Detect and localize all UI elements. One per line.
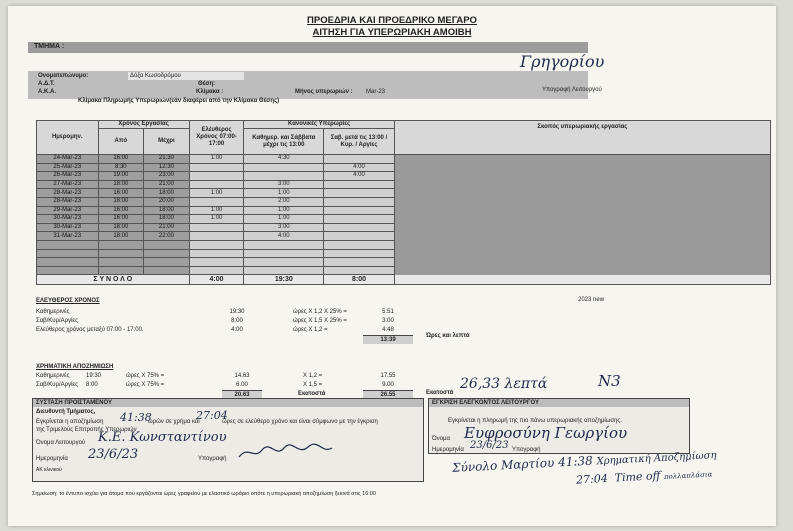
form-title: ΠΡΟΕΔΡΙΑ ΚΑΙ ΠΡΟΕΔΡΙΚΟ ΜΕΓΑΡΟ: [307, 15, 477, 26]
cell-to: 22:00: [144, 232, 190, 241]
cell-weekday: 1:00: [244, 189, 324, 198]
supervisor-date-label: Ημερομηνία: [36, 456, 68, 462]
cell-free-time: [189, 223, 244, 232]
handwritten-note-line2: 27:04 Time off πολλαπλάσια: [575, 469, 713, 487]
cell-weekday: [244, 163, 324, 172]
table-row: [37, 163, 771, 172]
supervisor-subheading: Διευθυντή Τμήματος,: [36, 409, 96, 415]
cell-from: [98, 249, 144, 258]
cell-date: [37, 240, 99, 249]
cell-date: 28-Mar-23: [37, 197, 99, 206]
handwritten-note-line1: Σύνολο Μαρτίου 41:38 Χρηματική Αποζημίωση: [451, 450, 717, 475]
cell-free-time: [189, 172, 244, 181]
table-row: [37, 197, 771, 206]
cell-date: 31-Mar-23: [37, 232, 99, 241]
handwritten-mark: N3: [598, 372, 621, 390]
free-time-total: 13:39: [363, 335, 413, 344]
cell-weekend: [324, 258, 395, 267]
cell-from: [98, 258, 144, 267]
cell-date: 24-Mar-23: [37, 155, 99, 164]
cell-from: [98, 266, 144, 275]
handwritten-supervisor-date: 23/6/23: [88, 447, 139, 462]
cell-from: 16:00: [98, 155, 144, 164]
cell-date: [37, 258, 99, 267]
table-row: [37, 215, 771, 224]
table-row-empty: [37, 240, 771, 249]
cell-free-time: [189, 180, 244, 189]
cell-from: 18:00: [98, 197, 144, 206]
supervisor-sign-label: Υπογραφή: [198, 456, 227, 462]
id-label: Α.Δ.Τ.: [38, 81, 55, 87]
cell-from: 18:00: [98, 180, 144, 189]
handwritten-controller-name: Ευφροσύνη Γεωργίου: [464, 424, 628, 442]
cell-date: [37, 249, 99, 258]
totals-label: Σ Υ Ν Ο Λ Ο: [37, 275, 190, 285]
name-label: Ονοματεπώνυμο:: [38, 73, 89, 79]
cell-free-time: [189, 240, 244, 249]
cell-to: 18:00: [144, 215, 190, 224]
cell-purpose: [394, 206, 770, 215]
cell-from: 18:00: [98, 232, 144, 241]
cell-weekend: [324, 189, 395, 198]
cell-from: 16:00: [98, 215, 144, 224]
totals-purpose-cell: [394, 275, 770, 285]
money-weekday-result: 17.55: [380, 373, 396, 379]
money-weekday-multiplier: Χ 1,2 =: [303, 373, 323, 379]
cell-weekend: [324, 249, 395, 258]
aka-label: Α.Κ.Α.: [38, 89, 56, 95]
cell-free-time: [189, 266, 244, 275]
cell-to: 21:30: [144, 155, 190, 164]
form-page: [8, 6, 776, 526]
approval-text-c: ώρες σε ελεύθερο χρόνο και είναι σύμφωνο με την έγκριση: [222, 419, 378, 425]
cell-weekend: [324, 215, 395, 224]
cell-weekend: [324, 197, 395, 206]
hours-minutes-label: Ώρες και λεπτά: [426, 333, 470, 339]
col-header-from: Από: [98, 129, 144, 155]
cell-free-time: 1:00: [189, 155, 244, 164]
supervisor-signature: [236, 442, 336, 462]
table-row-empty: [37, 266, 771, 275]
supervisor-heading: ΣΥΣΤΑΣΗ ΠΡΟΪΣΤΑΜΕΝΟΥ: [36, 400, 113, 406]
handwritten-officer-name: Κ.Ε. Κωνσταντίνου: [98, 430, 227, 445]
month-label: Μήνος υπερωριών :: [295, 89, 353, 95]
cell-weekday: 4:00: [244, 232, 324, 241]
cell-to: 21:00: [144, 223, 190, 232]
controller-date-label: Ημερομηνία: [432, 447, 464, 453]
cell-purpose: [394, 232, 770, 241]
table-row-empty: [37, 249, 771, 258]
cell-from: [98, 240, 144, 249]
cell-purpose: [394, 249, 770, 258]
overtime-table: [36, 120, 771, 285]
free-daytime-label: Ελεύθερος χρόνος μεταξύ 07:00 - 17:00.: [36, 327, 144, 333]
cell-to: [144, 266, 190, 275]
cell-weekday: [244, 172, 324, 181]
cell-purpose: [394, 266, 770, 275]
col-header-work-time: Χρόνος Εργασίας: [98, 121, 189, 129]
cell-purpose: [394, 240, 770, 249]
cell-date: 30-Mar-23: [37, 223, 99, 232]
free-weekday-hours: 19:30: [229, 309, 245, 315]
controller-sign-label: Υπογραφή: [512, 447, 541, 453]
table-row-empty: [37, 258, 771, 267]
cell-weekend: [324, 180, 395, 189]
cell-free-time: [189, 163, 244, 172]
cell-weekday: 4:30: [244, 155, 324, 164]
cell-date: 25-Mar-23: [37, 163, 99, 172]
money-weekend-multiplier: Χ 1,5 =: [303, 382, 323, 388]
free-weekend-label: Σαβ/Κυρ/Αργίες: [36, 318, 78, 324]
free-weekday-result: 5:51: [382, 309, 394, 315]
table-row: [37, 206, 771, 215]
free-weekday-formula: ώρες Χ 1,2 Χ 25% =: [293, 309, 347, 315]
table-row: [37, 223, 771, 232]
month-value: Mar-23: [366, 89, 386, 95]
money-weekend-formula: ώρες Χ 75% =: [126, 382, 165, 388]
table-row: [37, 232, 771, 241]
cell-from: 19:00: [98, 172, 144, 181]
employee-signature: Γρηγορίου: [520, 52, 605, 71]
approval-text-a: Εγκρίνεται η αποζημίωση: [36, 419, 104, 425]
cell-purpose: [394, 215, 770, 224]
cell-purpose: [394, 172, 770, 181]
cell-weekend: 4:00: [324, 163, 395, 172]
cell-to: 20:00: [144, 197, 190, 206]
cell-date: 27-Mar-23: [37, 180, 99, 189]
cell-weekend: [324, 206, 395, 215]
cell-weekday: 1:00: [244, 206, 324, 215]
cell-free-time: [189, 232, 244, 241]
cell-weekday: 3:00: [244, 223, 324, 232]
cell-weekday: [244, 249, 324, 258]
money-weekday-value: 14.63: [234, 373, 250, 379]
free-weekend-formula: ώρες Χ 1,5 Χ 25% =: [293, 318, 347, 324]
handwritten-money-hours: 41:38: [120, 411, 152, 424]
footer-note: Σημείωση: το έντυπο ισχύει για άτομα που εργάζονται ώρες γραφείου με ελαστικό ωράριο οπότε η υπερωριακή αποζημίωση ξεκινά στις 16:00: [32, 491, 376, 497]
controller-approval-text: Εγκρίνεται η πληρωμή της πιο πάνω υπερωριακής αποζημίωσης.: [448, 418, 622, 424]
controller-name-label: Όνομα: [432, 436, 450, 442]
cell-to: [144, 258, 190, 267]
cell-weekend: [324, 232, 395, 241]
money-weekend-label: Σαβ/Κυρ/Αργίες: [36, 382, 78, 388]
total-free-time: 4:00: [189, 275, 244, 285]
cents-label-1: Εκατοστά: [298, 391, 326, 397]
cell-weekday: [244, 266, 324, 275]
cell-free-time: 1:00: [189, 215, 244, 224]
officer-name-label: Όνομα Λειτουργού: [36, 440, 86, 446]
col-header-to: Μέχρι: [144, 129, 190, 155]
totals-row: [37, 275, 771, 285]
cell-purpose: [394, 223, 770, 232]
cell-purpose: [394, 180, 770, 189]
free-daytime-formula: ώρες Χ 1,2 =: [293, 327, 328, 333]
cell-purpose: [394, 163, 770, 172]
cell-to: 18:00: [144, 189, 190, 198]
scale-label: Κλίμακα :: [196, 89, 224, 95]
controller-heading: ΕΓΚΡΙΣΗ ΕΛΕΓΚΟΝΤΟΣ ΛΕΙΤΟΥΡΓΟΥ: [432, 400, 539, 406]
money-weekday-label: Καθημερινές: [36, 373, 70, 379]
cell-free-time: [189, 258, 244, 267]
cell-free-time: 1:00: [189, 189, 244, 198]
cell-to: [144, 249, 190, 258]
free-time-heading: ΕΛΕΥΘΕΡΟΣ ΧΡΟΝΟΣ: [36, 298, 100, 304]
money-subtotal: 20.63: [222, 390, 262, 399]
money-weekday-formula: ώρες Χ 75% =: [126, 373, 165, 379]
cell-weekday: 3:00: [244, 180, 324, 189]
money-weekend-result: 9.00: [382, 382, 394, 388]
col-header-weekday: Καθημερ. και Σάββατα μέχρι τις 13:00: [244, 129, 324, 155]
cell-weekday: [244, 240, 324, 249]
col-header-regular: Κανονικές Υπερωρίες: [244, 121, 394, 129]
cell-weekday: 1:00: [244, 215, 324, 224]
signature-caption: Υπογραφή Λειτουργού: [542, 87, 602, 93]
table-row: [37, 189, 771, 198]
cell-from: 8:30: [98, 163, 144, 172]
cell-weekend: [324, 223, 395, 232]
cell-free-time: 1:00: [189, 206, 244, 215]
form-subtitle: ΑΙΤΗΣΗ ΓΙΑ ΥΠΕΡΩΡΙΑΚΗ ΑΜΟΙΒΗ: [312, 27, 472, 38]
cell-from: 16:00: [98, 206, 144, 215]
cell-purpose: [394, 197, 770, 206]
cell-weekend: [324, 240, 395, 249]
cell-purpose: [394, 155, 770, 164]
cell-to: [144, 240, 190, 249]
cell-purpose: [394, 189, 770, 198]
year-note: 2023 new: [578, 297, 605, 303]
approval-text-b: ωρών σε χρήμα και: [148, 419, 200, 425]
handwritten-free-hours: 27:04: [196, 409, 228, 422]
cell-from: 16:00: [98, 189, 144, 198]
free-weekend-hours: 8:00: [231, 318, 243, 324]
cell-date: 28-Mar-23: [37, 189, 99, 198]
table-row: [37, 172, 771, 181]
col-header-free-time: Ελέυθερος Χρόνος 07:00-17:00: [189, 121, 244, 155]
cell-free-time: [189, 197, 244, 206]
free-weekend-result: 3:00: [382, 318, 394, 324]
col-header-date: Ημερομην.: [37, 121, 99, 155]
cell-date: [37, 266, 99, 275]
department-label: ΤΜΗΜΑ :: [34, 43, 65, 50]
cell-to: 21:00: [144, 180, 190, 189]
cents-label-2: Εκατοστά: [426, 390, 454, 396]
money-weekday-hours: 19:30: [86, 373, 102, 379]
cell-weekend: 4:00: [324, 172, 395, 181]
total-weekend: 8:00: [324, 275, 395, 285]
pay-scale-note: Κλίμακα Πληρωμής Υπερωριών(εάν διαφέρει από την Κλίμακα Θέσης): [78, 98, 280, 104]
table-row: [37, 180, 771, 189]
cell-weekend: [324, 155, 395, 164]
cell-to: 23:00: [144, 172, 190, 181]
handwritten-minutes: 26,33 λεπτά: [460, 376, 548, 392]
cell-weekday: [244, 258, 324, 267]
table-row: [37, 155, 771, 164]
money-weekend-value: 6.00: [236, 382, 248, 388]
money-heading: ΧΡΗΜΑΤΙΚΗ ΑΠΟΖΗΜΙΩΣΗ: [36, 364, 114, 370]
cell-purpose: [394, 258, 770, 267]
money-total: 26.55: [363, 390, 413, 399]
cell-free-time: [189, 249, 244, 258]
cell-date: 26-Mar-23: [37, 172, 99, 181]
position-label: Θέση:: [198, 81, 216, 87]
name-value: Δόξα Κωσοδρόμου: [128, 72, 244, 80]
free-daytime-hours: 4:00: [231, 327, 243, 333]
cell-to: 12:30: [144, 163, 190, 172]
free-daytime-result: 4:48: [382, 327, 394, 333]
cell-date: 30-Mar-23: [37, 215, 99, 224]
tax-note: ΑΚ κλινικού: [36, 467, 62, 473]
department-bar: [28, 42, 588, 53]
approval-text-committee: της Τριμελούς Επιτροπής Υπερωριών: [36, 427, 137, 433]
cell-weekday: 2:00: [244, 197, 324, 206]
cell-weekend: [324, 266, 395, 275]
col-header-purpose: Σκοπός υπερωριακής εργασίας: [394, 121, 770, 155]
cell-to: 18:00: [144, 206, 190, 215]
free-weekday-label: Καθημερινές: [36, 309, 70, 315]
money-weekend-hours: 8:00: [86, 382, 98, 388]
col-header-weekend: Σαβ. μετά τις 13:00 / Κυρ. / Αργίες: [324, 129, 395, 155]
cell-date: 29-Mar-23: [37, 206, 99, 215]
total-weekday: 19:30: [244, 275, 324, 285]
handwritten-controller-date: 23/6/23: [470, 440, 509, 451]
cell-from: 18:00: [98, 223, 144, 232]
